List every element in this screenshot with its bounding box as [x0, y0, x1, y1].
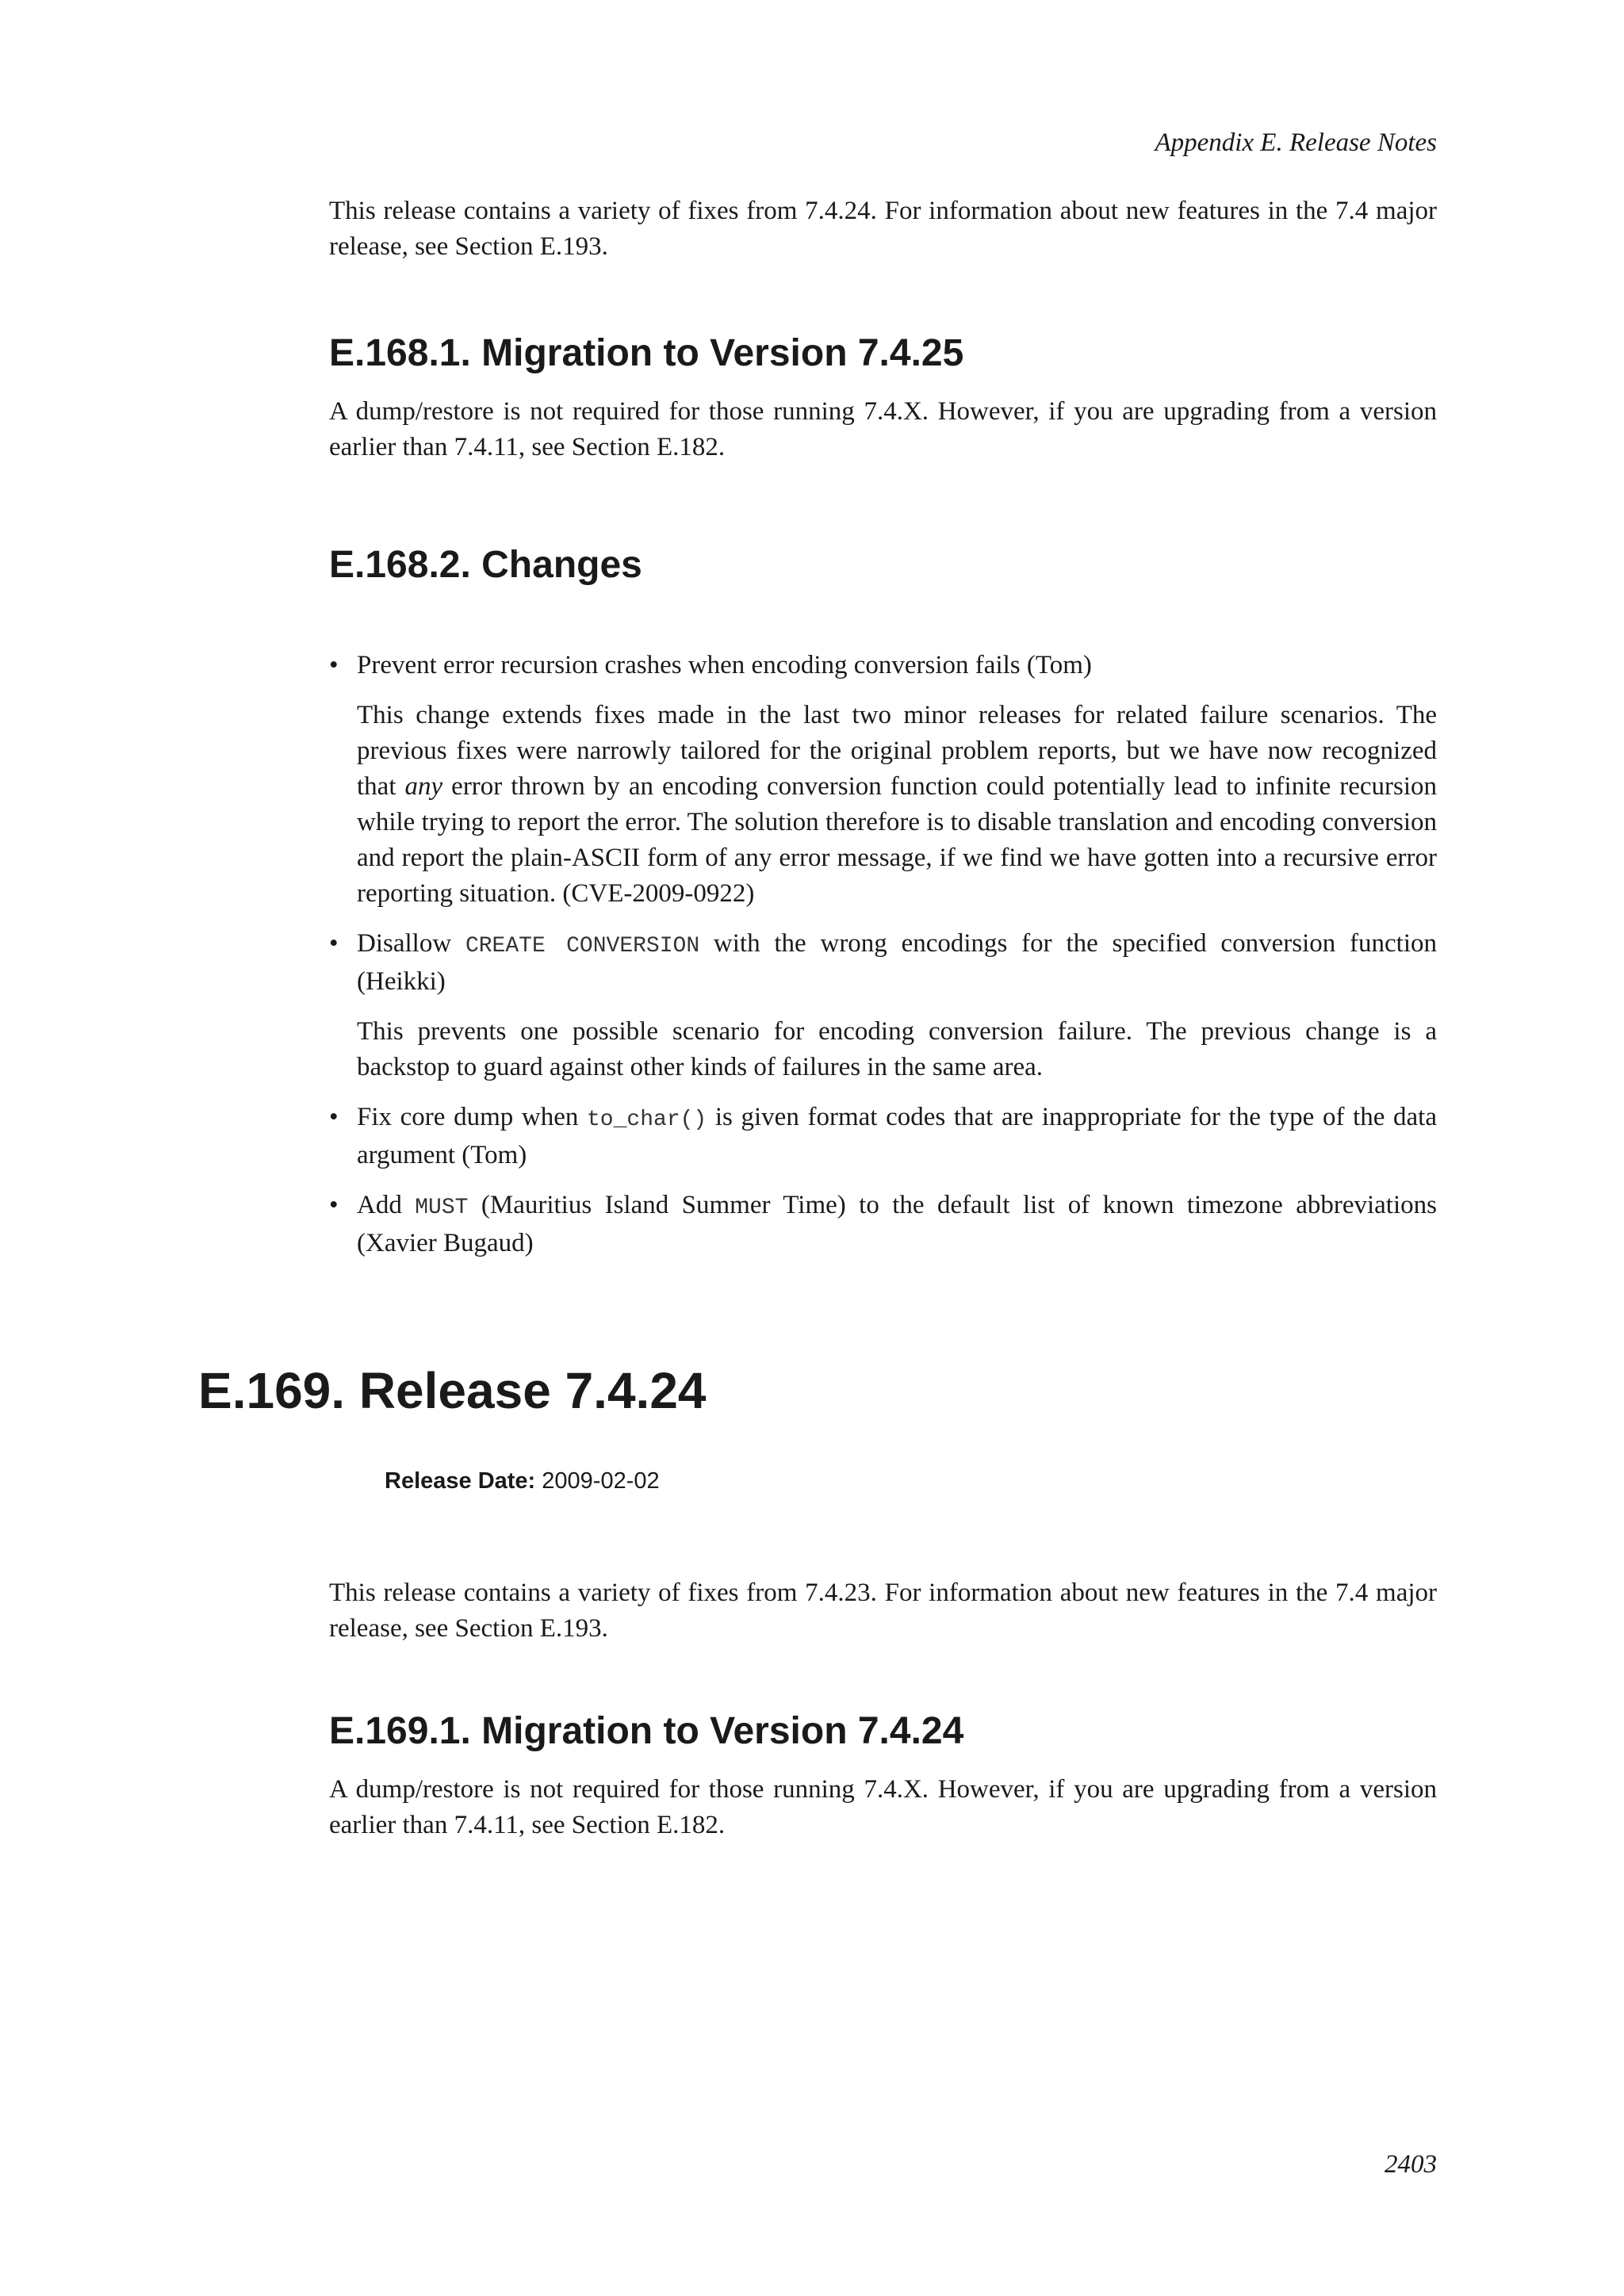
- migration-7-4-25-paragraph: A dump/restore is not required for those running 7.4.X. However, if you are upgrading from a version earlier than 7.4.11, see Section E.182.: [329, 397, 1437, 461]
- changes-list: [329, 648, 1437, 1261]
- inline-code: MUST: [415, 1196, 469, 1220]
- emphasis-text: any: [404, 772, 443, 801]
- section-release-7-4-24: [198, 1362, 1437, 1419]
- change-item: [329, 1188, 1437, 1261]
- section-migration-7-4-24: [329, 1709, 1437, 1754]
- change-item: [329, 926, 1437, 1085]
- change-detail: This change extends fixes made in the last two minor releases for related failure scenarios. The previous fixes were narrowly tailored for the original problem reports, but we have now recognized that any error thrown by an encoding conversion function could potentially lead to infinite recursion while trying to report the error. The solution therefore is to disable translation and encoding conversion and report the plain-ASCII form of any error message, if we find we have gotten into a recursive error reporting situation. (CVE-2009-0922): [357, 701, 1438, 908]
- migration-7-4-24-paragraph: A dump/restore is not required for those running 7.4.X. However, if you are upgrading from a version earlier than 7.4.11, see Section E.182.: [329, 1775, 1437, 1839]
- section-title-changes: E.168.2. Changes: [329, 544, 642, 586]
- change-summary: Disallow CREATE CONVERSION with the wrong encodings for the specified conversion function (Heikki): [357, 929, 1437, 996]
- change-summary: Prevent error recursion crashes when encoding conversion fails (Tom): [357, 651, 1092, 679]
- section-title-migration-7-4-25: E.168.1. Migration to Version 7.4.25: [329, 332, 964, 374]
- chapter-title-release-7-4-24: E.169. Release 7.4.24: [198, 1362, 707, 1419]
- change-item: [329, 648, 1437, 912]
- section-changes: [329, 543, 1437, 587]
- bullet-icon: •: [329, 1191, 339, 1219]
- bullet-icon: •: [329, 651, 339, 679]
- section-migration-7-4-25: [329, 331, 1437, 376]
- intro-paragraph-7-4-24: This release contains a variety of fixes from 7.4.23. For information about new features in the 7.4 major release, see Section E.193.: [329, 1578, 1437, 1643]
- release-date-label: Release Date:: [385, 1468, 536, 1494]
- inline-code: CREATE CONVERSION: [465, 934, 700, 959]
- change-item: [329, 1100, 1437, 1173]
- inline-code: to_char(): [587, 1108, 707, 1132]
- change-summary: Add MUST (Mauritius Island Summer Time) to the default list of known timezone abbreviations (Xavier Bugaud): [357, 1191, 1437, 1257]
- running-header: Appendix E. Release Notes: [1155, 128, 1437, 157]
- section-title-migration-7-4-24: E.169.1. Migration to Version 7.4.24: [329, 1710, 964, 1752]
- intro-paragraph-7-4-25: This release contains a variety of fixes from 7.4.24. For information about new features in the 7.4 major release, see Section E.193.: [329, 197, 1437, 261]
- changes-list-wrapper: [329, 648, 1437, 1261]
- page-number: 2403: [1385, 2150, 1437, 2179]
- bullet-icon: •: [329, 1103, 339, 1131]
- release-date: [385, 1468, 660, 1494]
- change-detail: This prevents one possible scenario for encoding conversion failure. The previous change is a backstop to guard against other kinds of failures in the same area.: [357, 1017, 1437, 1081]
- release-date-value: 2009-02-02: [542, 1468, 660, 1494]
- change-summary: Fix core dump when to_char() is given format codes that are inappropriate for the type of the data argument (Tom): [357, 1103, 1437, 1169]
- bullet-icon: •: [329, 929, 339, 958]
